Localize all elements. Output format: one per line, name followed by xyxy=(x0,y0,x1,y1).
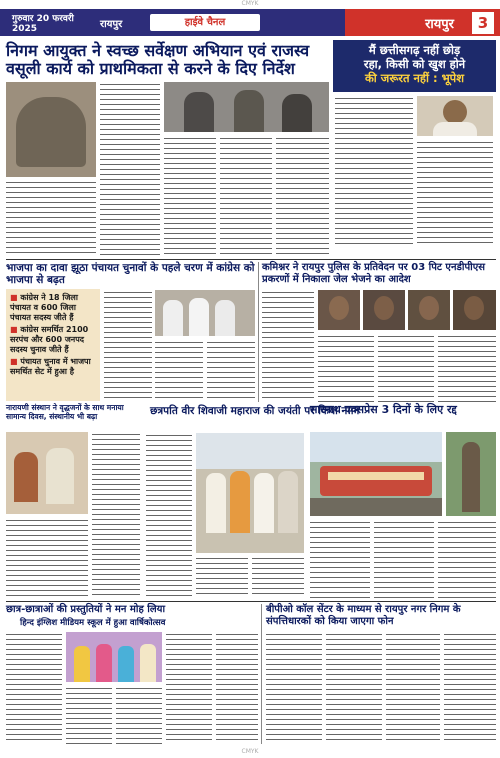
story4-accused-photo-4 xyxy=(453,290,496,330)
story2-headline-line1: मैं छत्तीसगढ़ नहीं छोड़ xyxy=(368,43,461,57)
story4-body-col3 xyxy=(378,334,434,402)
color-registration-top: CMYK xyxy=(241,0,259,7)
story9-body-col1 xyxy=(266,632,322,744)
story8-body-col2 xyxy=(66,686,112,744)
section-name: रायपुर xyxy=(425,16,454,32)
story7-photo-2 xyxy=(446,432,496,516)
section-divider-1 xyxy=(6,259,496,260)
story9-body-col2 xyxy=(326,632,382,744)
story2-headline-line3: की जरूरत नहीं : भूपेश xyxy=(364,70,465,85)
section-divider-2 xyxy=(6,601,496,602)
story4-accused-photo-3 xyxy=(408,290,450,330)
story3-headline: भाजपा का दावा झूठा पंचायत चुनावों के पहले चरण में कांग्रेस को भाजपा से बढ़त xyxy=(6,262,255,287)
story6-photo xyxy=(196,433,304,553)
story2-body-col2 xyxy=(417,140,493,246)
story8-subheadline: हिन्द इंग्लिश मीडियम स्कूल में हुआ वार्षिकोत्सव xyxy=(20,618,166,628)
story1-photo-2 xyxy=(164,82,329,132)
story7-body-col1 xyxy=(310,520,370,598)
story1-photo xyxy=(6,82,96,177)
story6-body-col1 xyxy=(146,433,192,598)
column-rule xyxy=(258,262,259,402)
masthead xyxy=(0,9,500,36)
story2-box xyxy=(333,40,496,248)
story5-headline: नारायणी संस्थान ने वृद्धजनों के साथ मनाया सामान्य दिवस, संस्थानीय भी बढ़ा xyxy=(6,403,124,421)
story9-body-col4 xyxy=(444,632,496,744)
story4-accused-photo-1 xyxy=(318,290,360,330)
story7-train-photo xyxy=(310,432,442,516)
story1-body-col2 xyxy=(100,82,160,256)
story2-headline-line2: रहा, किसी को खुश होने xyxy=(363,56,466,71)
story2-headline xyxy=(333,40,496,92)
bullet-icon: ■ xyxy=(10,325,21,334)
story7-body-col3 xyxy=(438,520,496,598)
column-rule xyxy=(261,604,262,744)
story3-bullet-2: कांग्रेस समर्थित 2100 सरपंच और 600 जनपद सदस्य चुनाव जीते हैं xyxy=(10,325,89,354)
story6-body-col3 xyxy=(252,556,304,598)
story1-headline: निगम आयुक्त ने स्वच्छ सर्वेक्षण अभियान एवं राजस्व वसूली कार्य को प्राथमिकता से करने के दिए निर्देश xyxy=(6,41,310,79)
story6-body-col2 xyxy=(196,556,248,598)
story3-body-col1 xyxy=(104,290,152,402)
story8-body-col1 xyxy=(6,632,62,744)
story8-body-col4 xyxy=(166,632,212,744)
story3-body-col2 xyxy=(155,340,203,402)
edition-city: रायपुर xyxy=(100,18,123,30)
issue-date: गुरुवार 20 फरवरी 2025 xyxy=(12,14,74,34)
story6-headline: छत्रपति वीर शिवाजी महाराज की जयंती पर किया नमन xyxy=(150,405,360,417)
story7-headline: सारनाथ एक्सप्रेस 3 दिनों के लिए रद्द xyxy=(310,403,457,416)
story3-photo xyxy=(155,290,255,336)
newspaper-brand: हाईवे चैनल xyxy=(150,14,260,31)
story9-headline: बीपीओ कॉल सेंटर के माध्यम से रायपुर नगर निगम के संपत्तिधारकों को किया जाएगा फोन xyxy=(266,604,461,627)
color-registration-bottom: CMYK xyxy=(241,748,259,755)
story3-bullet-1: कांग्रेस ने 18 जिला पंचायत व 600 जिला पंचायत सदस्य जीते हैं xyxy=(10,293,78,322)
story8-photo xyxy=(66,632,162,682)
story3-bullet-3: पंचायत चुनाव में भाजपा समर्थित सेट में हुआ है xyxy=(10,357,91,376)
story4-headline: कमिश्नर ने रायपुर पुलिस के प्रतिवेदन पर 03 पिट एनडीपीएस प्रकरणों में निकाला जेल भेजने का आदेश xyxy=(262,262,486,285)
section-banner xyxy=(345,9,500,36)
story4-body-col2 xyxy=(318,334,374,402)
story4-accused-photo-2 xyxy=(363,290,405,330)
story8-body-col5 xyxy=(216,632,258,744)
story5-body-col2 xyxy=(92,432,140,598)
story4-body-col1 xyxy=(262,290,314,402)
story8-headline: छात्र-छात्राओं की प्रस्तुतियों ने मन मोह लिया xyxy=(6,604,166,615)
story1-body-col1 xyxy=(6,180,96,256)
story1-body-col5 xyxy=(276,136,329,256)
story5-body-col1 xyxy=(6,518,88,598)
story1-body-col4 xyxy=(220,136,272,256)
bullet-icon: ■ xyxy=(10,293,21,302)
story3-body-col3 xyxy=(207,340,255,402)
story3-highlights xyxy=(6,289,100,401)
story1-body-col3 xyxy=(164,136,216,256)
story4-body-col4 xyxy=(438,334,496,402)
story2-body-col1 xyxy=(335,96,413,246)
bullet-icon: ■ xyxy=(10,357,21,366)
story2-portrait xyxy=(417,96,493,136)
page-number: 3 xyxy=(472,12,494,34)
story9-body-col3 xyxy=(386,632,440,744)
story8-body-col3 xyxy=(116,686,162,744)
story7-body-col2 xyxy=(374,520,434,598)
story5-photo xyxy=(6,432,88,514)
